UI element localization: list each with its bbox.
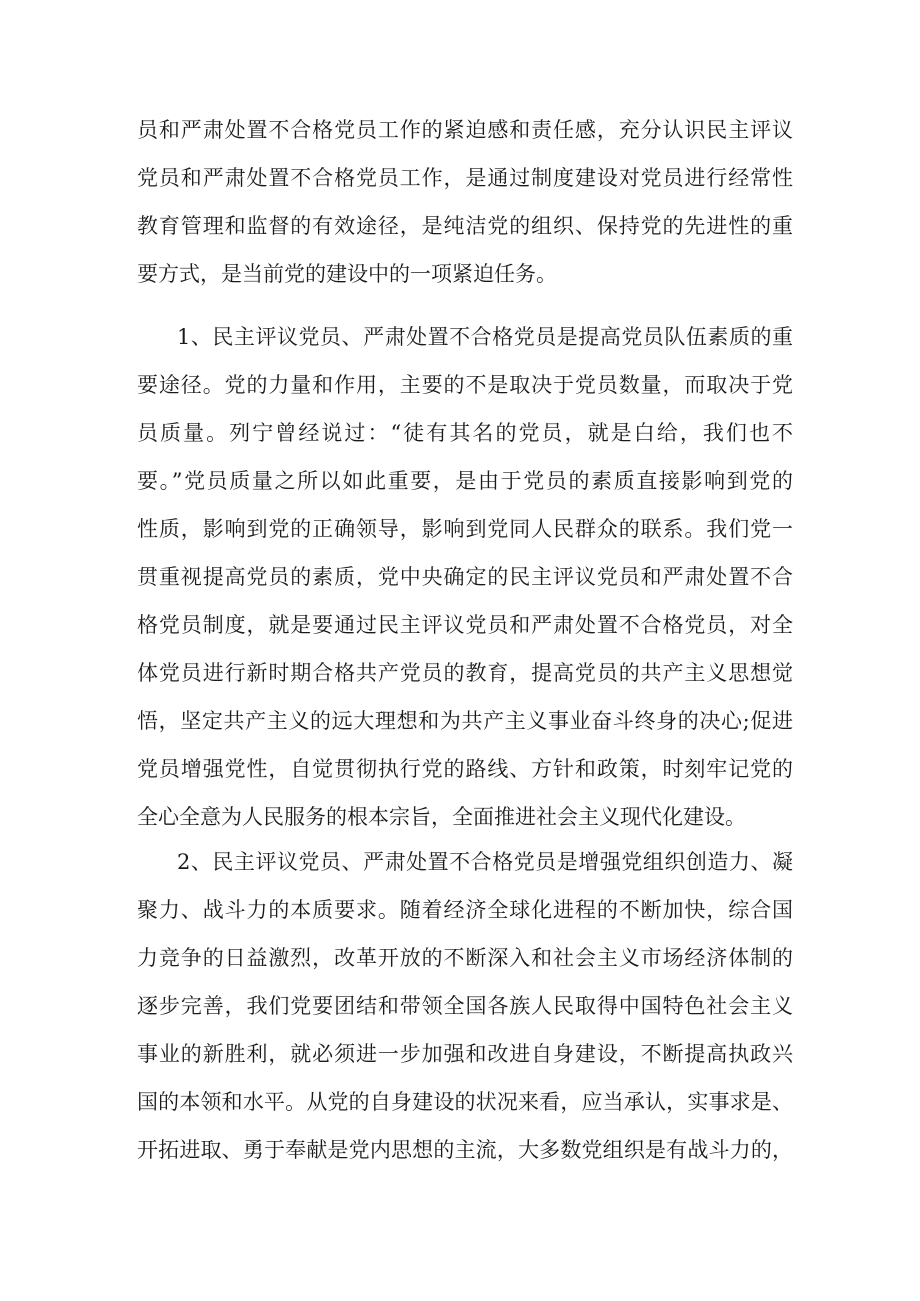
paragraph-line: 格党员制度，就是要通过民主评议党员和严肃处置不合格党员，对全 <box>137 613 793 637</box>
paragraph-line: 党员和严肃处置不合格党员工作，是通过制度建设对党员进行经常性 <box>137 166 793 190</box>
paragraph-line: 国的本领和水平。从党的自身建设的状况来看，应当承认，实事求是、 <box>137 1090 793 1114</box>
paragraph-2 <box>137 313 793 841</box>
paragraph-line: 1、民主评议党员、严肃处置不合格党员是提高党员队伍素质的重 <box>177 325 793 349</box>
paragraph-line: 要方式，是当前党的建设中的一项紧迫任务。 <box>137 262 557 286</box>
paragraph-line: 聚力、战斗力的本质要求。随着经济全球化进程的不断加快，综合国 <box>137 898 793 922</box>
paragraph-line: 要途径。党的力量和作用，主要的不是取决于党员数量，而取决于党 <box>137 373 793 397</box>
paragraph-1 <box>137 106 793 298</box>
paragraph-line: 贯重视提高党员的素质，党中央确定的民主评议党员和严肃处置不合 <box>137 565 793 589</box>
paragraph-line: 员质量。列宁曾经说过：“徒有其名的党员，就是白给，我们也不 <box>137 421 793 445</box>
paragraph-line: 全心全意为人民服务的根本宗旨，全面推进社会主义现代化建设。 <box>137 805 746 829</box>
paragraph-line: 2、民主评议党员、严肃处置不合格党员是增强党组织创造力、凝 <box>177 850 793 874</box>
paragraph-line: 悟，坚定共产主义的远大理想和为共产主义事业奋斗终身的决心;促进 <box>137 709 793 733</box>
paragraph-line: 开拓进取、勇于奉献是党内思想的主流，大多数党组织是有战斗力的， <box>137 1138 793 1162</box>
paragraph-line: 党员增强党性，自觉贯彻执行党的路线、方针和政策，时刻牢记党的 <box>137 757 793 781</box>
paragraph-line: 教育管理和监督的有效途径，是纯洁党的组织、保持党的先进性的重 <box>137 214 793 238</box>
paragraph-line: 要。”党员质量之所以如此重要，是由于党员的素质直接影响到党的 <box>137 469 793 493</box>
paragraph-line: 事业的新胜利，就必须进一步加强和改进自身建设，不断提高执政兴 <box>137 1042 793 1066</box>
paragraph-line: 体党员进行新时期合格共产党员的教育，提高党员的共产主义思想觉 <box>137 661 793 685</box>
paragraph-line: 逐步完善，我们党要团结和带领全国各族人民取得中国特色社会主义 <box>137 994 793 1018</box>
paragraph-line: 员和严肃处置不合格党员工作的紧迫感和责任感，充分认识民主评议 <box>137 118 793 142</box>
paragraph-line: 力竞争的日益激烈，改革开放的不断深入和社会主义市场经济体制的 <box>137 946 793 970</box>
paragraph-3 <box>137 838 793 1174</box>
paragraph-line: 性质，影响到党的正确领导，影响到党同人民群众的联系。我们党一 <box>137 517 793 541</box>
